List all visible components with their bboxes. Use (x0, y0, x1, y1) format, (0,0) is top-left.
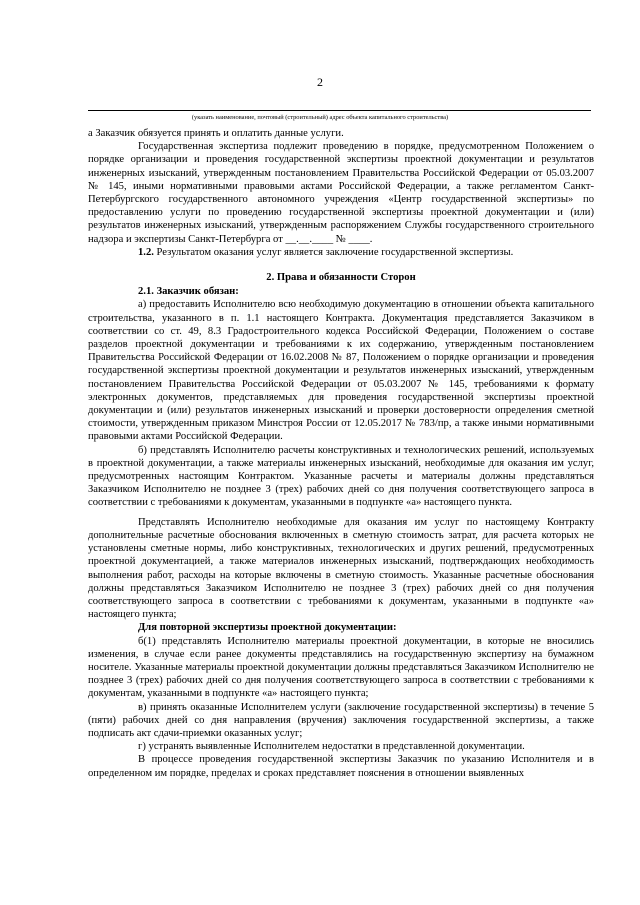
clause-number-1-2: 1.2. (138, 246, 154, 258)
section-heading-2: 2. Права и обязанности Сторон (266, 272, 416, 284)
paragraph-g: г) устранять выявленные Исполнителем недостатки в представленной документации. (138, 741, 525, 753)
page-number: 2 (317, 75, 323, 89)
paragraph-last: В процессе проведения государственной экспертизы Заказчик по указанию Исполнителя и в определенном им порядке, пределах и сроках представляет пояснения в отношении выявленных (88, 754, 594, 779)
object-name-underline (88, 110, 591, 111)
paragraph-b1: б(1) представлять Исполнителю материалы проектной документации, в которые не вносились изменения, в случае если ранее документы представлялись на государственную экспертизу на бумажном носителе. Указанные материалы проектной документации должны представляться Заказчиком Исполнителю не позднее 3 (трех) рабочих дней со дня получения соответствующего запроса в соответствии с требованиями к документам, указанными в подпункте «а» настоящего пункта; (88, 635, 594, 700)
paragraph-b: б) представлять Исполнителю расчеты конструктивных и технологических решений, используемых в проектной документации, а также материалы инженерных изысканий, необходимые для оказания им услуг, предусмотренных настоящим Контрактом. Указанные расчеты и материалы должны представляться Заказчиком Исполнителю не позднее 3 (трех) рабочих дней со дня получения соответствующего запроса в соответствии с требованиями к документам, указанными в подпункте «а» настоящего пункта. (88, 444, 594, 509)
paragraph-1-2-text: Результатом оказания услуг является заключение государственной экспертизы. (153, 246, 514, 258)
paragraph-1-1: Государственная экспертиза подлежит проведению в порядке, предусмотренном Положением о порядке организации и проведения государственной экспертизы проектной документации и результатов инженерных изысканий, утвержденным постановлением Правительства Российской Федерации от 05.03.2007 № 145, иными нормативными правовыми актами Российской Федерации, а также регламентом Санкт-Петербургского государственного автономного учреждения «Центр государственной экспертизы» по предоставлению услуги по проведению государственной экспертизы проектной документации и (или) результатов инженерных изысканий, утвержденным распоряжением Службы государственного строительного надзора и экспертизы Санкт-Петербурга от __.__.____ № ____. (88, 141, 594, 245)
subsection-heading-2-1: 2.1. Заказчик обязан: (138, 286, 239, 298)
object-name-caption: (указать наименование, почтовый (строительный) адрес объекта капитального строительства) (191, 114, 449, 121)
document-body (88, 127, 594, 780)
paragraph-1-2 (88, 246, 594, 259)
paragraph-a: а) предоставить Исполнителю всю необходимую документацию в отношении объекта капитального строительства, указанного в п. 1.1 настоящего Контракта. Документация представляется Заказчиком в соответствии со ст. 49, 8.3 Градостроительного кодекса Российской Федерации, Положением о составе разделов проектной документации и требованиями к их содержанию, утвержденным постановлением Правительства Российской Федерации от 16.02.2008 № 87, Положением о порядке организации и проведения государственной экспертизы проектной документации и результатов инженерных изысканий, утвержденным постановлением Правительства Российской Федерации от 05.03.2007 № 145, требованиями к формату электронных документов, представляемых для проведения государственной экспертизы проектной документации и (или) результатов инженерных изысканий и проверки достоверности определения сметной стоимости, утвержденным приказом Минстроя России от 12.05.2017 № 783/пр, а также иными нормативными правовыми актами Российской Федерации. (88, 299, 594, 443)
paragraph-additional-calculations: Представлять Исполнителю необходимые для оказания им услуг по настоящему Контракту дополнительные расчетные обоснования включенных в сметную стоимость затрат, для расчета которых не установлены сметные нормы, либо конструктивных, технологических и других решений, предусмотренных проектной документацией, а также материалов инженерных изысканий, подтверждающих необходимость выполнения работ, расходы на которые включены в сметную стоимость. Указанные расчетные обоснования должны представляться Заказчиком Исполнителю не позднее 3 (трех) рабочих дней со дня получения соответствующего запроса в соответствии с требованиями к документам, указанными в подпункте «а» настоящего пункта; (88, 516, 594, 621)
paragraph-intro: а Заказчик обязуется принять и оплатить данные услуги. (88, 128, 344, 139)
repeat-expertise-heading: Для повторной экспертизы проектной документации: (138, 622, 397, 634)
paragraph-v: в) принять оказанные Исполнителем услуги (заключение государственной экспертизы) в течение 5 (пяти) рабочих дней со дня направления (вручения) заключения государственной экспертизы, а также подписать акт сдачи-приемки оказанных услуг; (88, 701, 594, 739)
